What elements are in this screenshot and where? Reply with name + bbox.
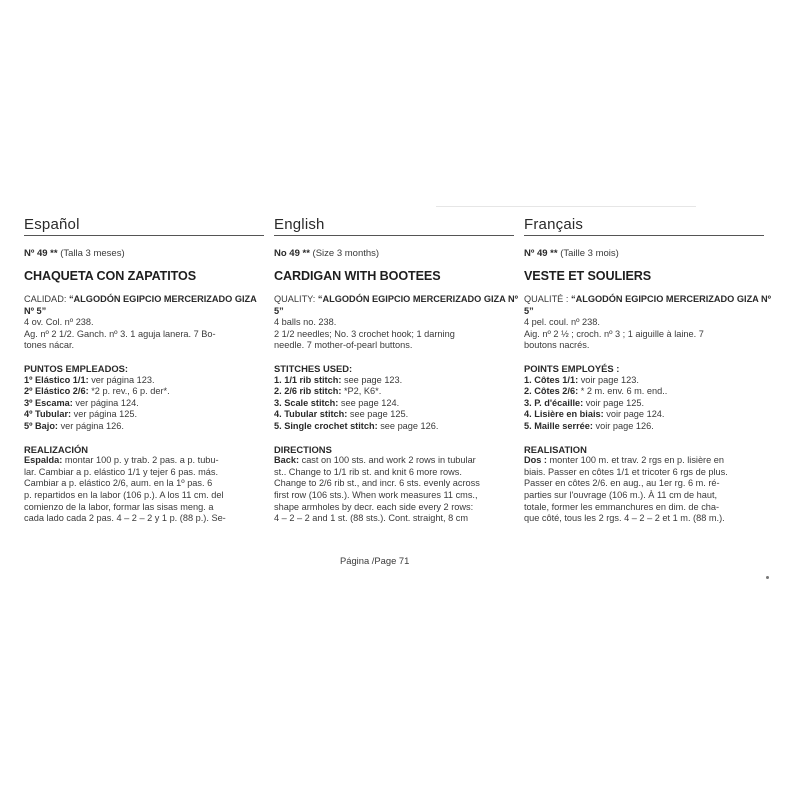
stitch-desc: *2 p. rev., 6 p. der*. (91, 386, 170, 397)
model-no: Nº 49 ** (524, 248, 558, 259)
materials-line: boutons nacrés. (524, 340, 590, 351)
materials-line: Ag. nº 2 1/2. Ganch. nº 3. 1 aguja lanera. 7 Bo- (24, 328, 216, 339)
directions-text: parties sur l'ouvrage (106 m.). À 11 cm de haut, (524, 489, 718, 500)
directions-section (274, 444, 518, 525)
pattern-title: VESTE ET SOULIERS (524, 269, 652, 283)
directions-text: Cambiar a p. elástico 2/6, aum. en la 1º pas. 6 (24, 478, 213, 489)
directions-section (24, 444, 268, 525)
stitch-name: 2º Elástico 2/6: (24, 386, 89, 397)
directions-line (24, 502, 268, 514)
materials-line: 2 1/2 needles; No. 3 crochet hook; 1 darning (274, 328, 455, 339)
directions-text: cast on 100 sts. and work 2 rows in tubular (301, 455, 476, 466)
directions-line (274, 513, 518, 525)
pattern-title: CHAQUETA CON ZAPATITOS (24, 269, 197, 283)
page-number: Página /Page 71 (340, 555, 410, 566)
directions-text: totale, former les emmanchures en dim. de cha- (524, 501, 720, 512)
quality-line (524, 294, 774, 317)
language-heading: Español (24, 216, 264, 236)
directions-text: comienzo de la labor, formar las sisas meng. a (24, 501, 214, 512)
stitches-heading: STITCHES USED: (274, 362, 353, 374)
materials-line: tones nácar. (24, 340, 75, 351)
stitch-name: 1. 1/1 rib stitch: (274, 374, 342, 385)
stitch-item (524, 409, 774, 421)
stitches-section (524, 363, 774, 433)
directions-line (274, 502, 518, 514)
directions-text: cada lado cada 2 pas. 4 – 2 – 2 y 1 p. (88 p.). Se- (24, 513, 226, 524)
stitch-item (524, 386, 774, 398)
model-size: (Size 3 months) (312, 248, 380, 259)
stitch-name: 4. Lisière en biais: (524, 409, 604, 420)
directions-text: que côté, tous les 2 rgs. 4 – 2 – 2 et 1 m. (88 m.). (524, 513, 725, 524)
stitch-item (274, 398, 518, 410)
pattern-body (274, 294, 518, 525)
stitch-item (274, 409, 518, 421)
directions-text: Passer en côtes 2/6. en aug., au 1er rg. 6 m. ré- (524, 478, 720, 489)
directions-line (24, 455, 268, 467)
stitch-desc: ver página 125. (73, 409, 137, 420)
directions-line (524, 478, 774, 490)
stitch-desc: voir page 125. (585, 397, 645, 408)
directions-line (524, 502, 774, 514)
stitch-desc: see page 123. (343, 374, 403, 385)
directions-line (24, 513, 268, 525)
language-heading: English (274, 216, 514, 236)
directions-line (24, 478, 268, 490)
quality-label: CALIDAD: (24, 294, 67, 304)
model-no: No 49 ** (274, 248, 310, 259)
pattern-body (24, 294, 268, 525)
stitches-heading: POINTS EMPLOYÉS : (524, 362, 620, 374)
quality-label: QUALITÉ : (524, 294, 569, 304)
model-size: (Talla 3 meses) (60, 248, 125, 259)
stitch-desc: *P2, K6*. (343, 386, 382, 397)
model-size: (Taille 3 mois) (560, 248, 619, 259)
directions-text: biais. Passer en côtes 1/1 et tricoter 6 rgs de plus. (524, 466, 728, 477)
materials-line: 4 balls no. 238. (274, 317, 337, 328)
stitch-item (274, 375, 518, 387)
stitch-item (24, 375, 268, 387)
model-number (524, 248, 774, 260)
stitch-item (274, 386, 518, 398)
column-francais (524, 216, 774, 525)
directions-text: shape armholes by decr. each side every 2 rows: (274, 501, 474, 512)
stitch-name: 3º Escama: (24, 397, 73, 408)
stitch-name: 5. Maille serrée: (524, 420, 593, 431)
stitch-desc: ver página 123. (91, 374, 155, 385)
directions-line (24, 490, 268, 502)
stitch-name: 5º Bajo: (24, 420, 58, 431)
materials-line: Aig. nº 2 ½ ; croch. nº 3 ; 1 aiguille à laine. 7 (524, 328, 704, 339)
stitch-desc: see page 126. (380, 420, 439, 431)
directions-heading: REALISATION (524, 443, 587, 455)
scan-smudge (436, 206, 696, 207)
pattern-title: CARDIGAN WITH BOOTEES (274, 269, 441, 283)
quality-name: “ALGODÓN EGIPCIO MERCERIZADO GIZA Nº 5” (274, 294, 518, 316)
stitch-item (24, 409, 268, 421)
quality-label: QUALITY: (274, 294, 316, 304)
model-no: Nº 49 ** (24, 248, 58, 259)
stitch-name: 1º Elástico 1/1: (24, 374, 89, 385)
column-espanol (24, 216, 268, 525)
directions-heading: DIRECTIONS (274, 443, 332, 455)
stitch-name: 4º Tubular: (24, 409, 72, 420)
directions-text: p. repartidos en la labor (106 p.). A los 11 cm. del (24, 489, 224, 500)
stitches-section (24, 363, 268, 433)
stitch-desc: voir page 123. (580, 374, 639, 385)
stitch-desc: see page 125. (349, 409, 409, 420)
stitch-item (524, 375, 774, 387)
directions-line (274, 490, 518, 502)
stitch-desc: see page 124. (340, 397, 400, 408)
model-number (274, 248, 518, 260)
stitch-desc: ver página 124. (75, 397, 139, 408)
directions-heading: REALIZACIÓN (24, 443, 89, 455)
stitch-name: 2. Côtes 2/6: (524, 386, 579, 397)
directions-line (24, 467, 268, 479)
quality-line (274, 294, 518, 317)
directions-line (524, 490, 774, 502)
directions-label: Espalda: (24, 455, 63, 466)
directions-text: 4 – 2 – 2 and 1 st. (88 sts.). Cont. straight, 8 cm (274, 513, 469, 524)
column-english (274, 216, 518, 525)
quality-line (24, 294, 268, 317)
model-number (24, 248, 268, 260)
pattern-body (524, 294, 774, 525)
stitch-item (274, 421, 518, 433)
stitch-desc: voir page 126. (595, 420, 654, 431)
materials-line: needle. 7 mother-of-pearl buttons. (274, 340, 413, 351)
language-heading: Français (524, 216, 764, 236)
directions-line (274, 467, 518, 479)
stitch-name: 3. Scale stitch: (274, 397, 339, 408)
stitch-desc: voir page 124. (606, 409, 665, 420)
materials-line: 4 ov. Col. nº 238. (24, 317, 94, 328)
directions-text: first row (106 sts.). When work measures 11 cms., (274, 489, 478, 500)
scan-speck (766, 576, 769, 579)
directions-section (524, 444, 774, 525)
directions-label: Dos : (524, 455, 547, 466)
directions-line (524, 467, 774, 479)
stitch-name: 2. 2/6 rib stitch: (274, 386, 342, 397)
stitch-desc: * 2 m. env. 6 m. end.. (580, 386, 668, 397)
stitch-item (24, 398, 268, 410)
stitch-item (24, 421, 268, 433)
quality-name: “ALGODÓN EGIPCIO MERCERIZADO GIZA Nº 5” (524, 294, 772, 316)
directions-text: lar. Cambiar a p. elástico 1/1 y tejer 6 pas. más. (24, 466, 219, 477)
directions-line (274, 455, 518, 467)
stitch-item (524, 421, 774, 433)
stitch-item (24, 386, 268, 398)
stitch-name: 4. Tubular stitch: (274, 409, 348, 420)
quality-name: “ALGODÓN EGIPCIO MERCERIZADO GIZA Nº 5” (24, 294, 257, 316)
directions-text: Change to 2/6 rib st., and incr. 6 sts. evenly across (274, 478, 480, 489)
directions-text: monter 100 m. et trav. 2 rgs en p. lisière en (549, 455, 725, 466)
directions-text: st.. Change to 1/1 rib st. and knit 6 more rows. (274, 466, 462, 477)
stitches-heading: PUNTOS EMPLEADOS: (24, 362, 129, 374)
directions-line (274, 478, 518, 490)
stitch-desc: ver página 126. (60, 420, 124, 431)
materials-line: 4 pel. coul. nº 238. (524, 317, 600, 328)
directions-line (524, 513, 774, 525)
directions-line (524, 455, 774, 467)
stitch-name: 3. P. d'écaille: (524, 397, 584, 408)
directions-text: montar 100 p. y trab. 2 pas. a p. tubu- (64, 455, 219, 466)
stitch-name: 1. Côtes 1/1: (524, 374, 579, 385)
stitch-name: 5. Single crochet stitch: (274, 420, 378, 431)
stitches-section (274, 363, 518, 433)
directions-label: Back: (274, 455, 300, 466)
stitch-item (524, 398, 774, 410)
